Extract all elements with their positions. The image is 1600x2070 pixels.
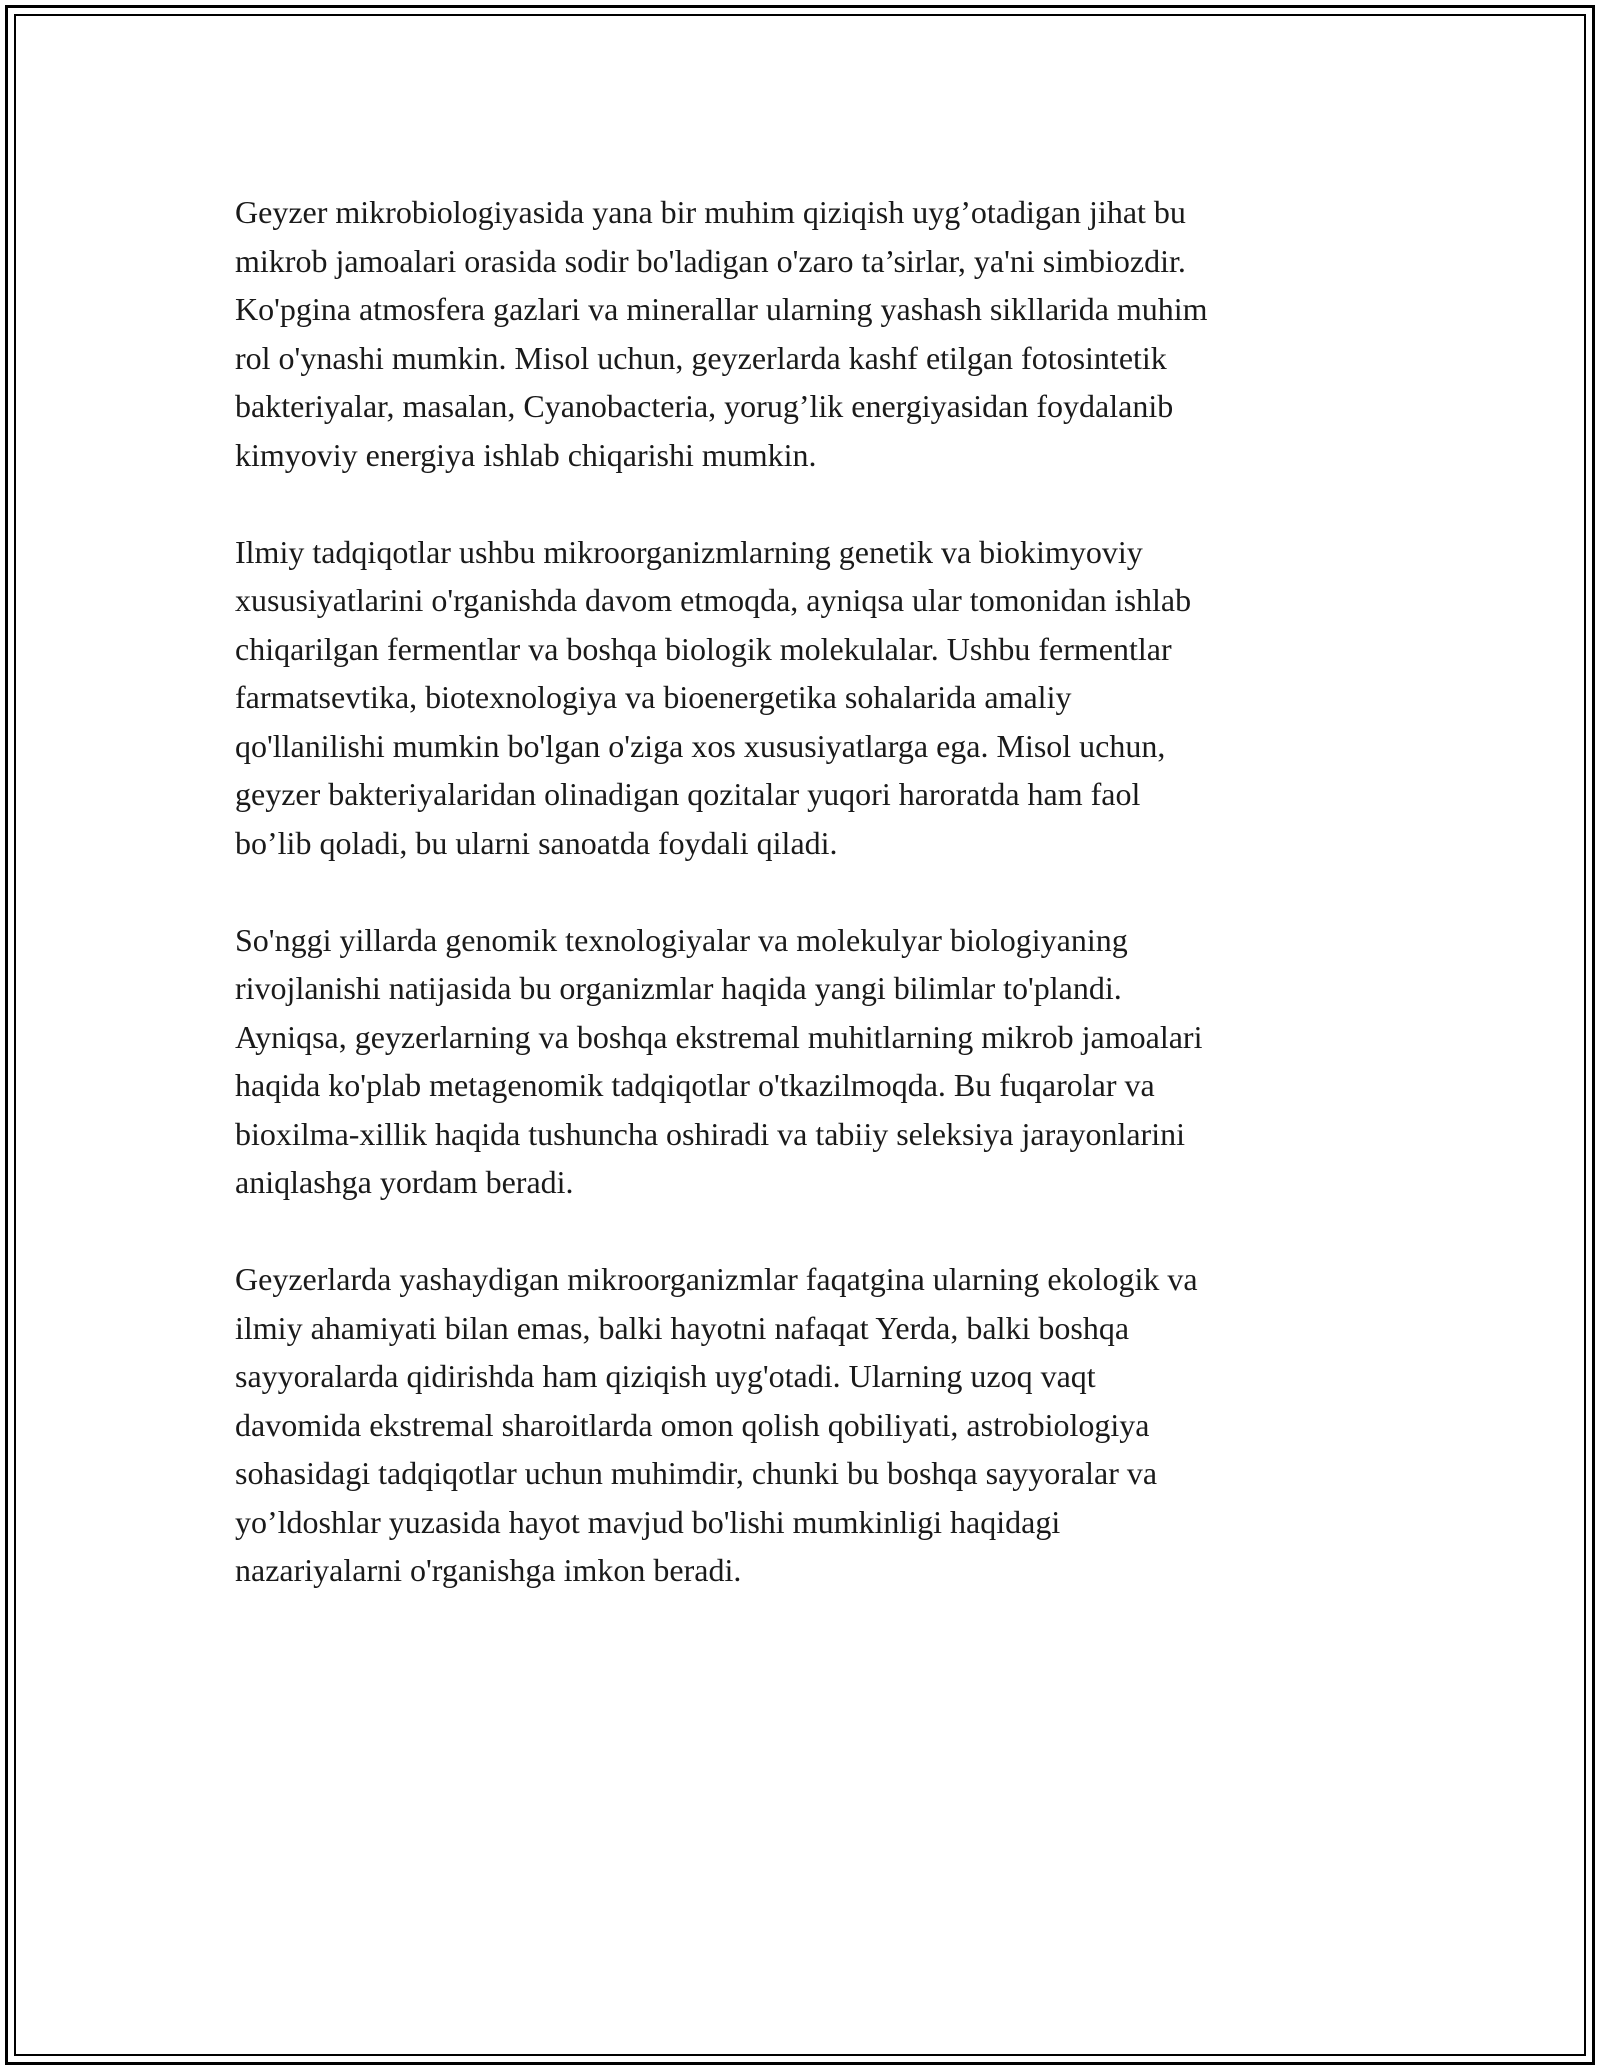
paragraph-line: nazariyalarni o'rganishga imkon beradi. [235, 1552, 742, 1588]
paragraph-line: farmatsevtika, biotexnologiya va bioenergetika sohalarida amaliy [235, 679, 1072, 715]
paragraph-line: bioxilma-xillik haqida tushuncha oshiradi va tabiiy seleksiya jarayonlarini [235, 1115, 1185, 1152]
paragraph-line: rivojlanishi natijasida bu organizmlar haqida yangi bilimlar to'plandi. [235, 970, 1122, 1006]
paragraph-line: chiqarilgan fermentlar va boshqa biologik molekulalar. Ushbu fermentlar [235, 630, 1172, 667]
paragraph-line: Geyzerlarda yashaydigan mikroorganizmlar faqatgina ularning ekologik va [235, 1261, 1198, 1297]
paragraph-line: So'nggi yillarda genomik texnologiyalar va molekulyar biologiyaning [235, 921, 1128, 958]
paragraph-line: Ilmiy tadqiqotlar ushbu mikroorganizmlarning genetik va biokimyoviy [235, 533, 1143, 570]
paragraph-line: aniqlashga yordam beradi. [235, 1164, 574, 1200]
paragraph-line: mikrob jamoalari orasida sodir bo'ladigan o'zaro ta’sirlar, ya'ni simbiozdir. [235, 242, 1186, 279]
paragraph-line: yo’ldoshlar yuzasida hayot mavjud bo'lishi mumkinligi haqidagi [235, 1503, 1061, 1540]
paragraph-line: kimyoviy energiya ishlab chiqarishi mumkin. [235, 436, 817, 473]
paragraph-3 [235, 916, 1365, 1207]
paragraph-line: bo’lib qoladi, bu ularni sanoatda foydali qiladi. [235, 824, 838, 861]
paragraph-line: haqida ko'plab metagenomik tadqiqotlar o'tkazilmoqda. Bu fuqarolar va [235, 1067, 1155, 1103]
paragraph-line: qo'llanilishi mumkin bo'lgan o'ziga xos xususiyatlarga ega. Misol uchun, [235, 727, 1166, 764]
paragraph-1 [235, 188, 1365, 479]
paragraph-line: Geyzer mikrobiologiyasida yana bir muhim qiziqish uyg’otadigan jihat bu [235, 194, 1186, 230]
paragraph-line: xususiyatlarini o'rganishda davom etmoqda, ayniqsa ular tomonidan ishlab [235, 582, 1192, 618]
paragraph-line: sohasidagi tadqiqotlar uchun muhimdir, chunki bu boshqa sayyoralar va [235, 1455, 1158, 1491]
paragraph-line: ilmiy ahamiyati bilan emas, balki hayotni nafaqat Yerda, balki boshqa [235, 1309, 1130, 1346]
paragraph-line: davomida ekstremal sharoitlarda omon qolish qobiliyati, astrobiologiya [235, 1406, 1150, 1443]
paragraph-line: sayyoralarda qidirishda ham qiziqish uyg'otadi. Ularning uzoq vaqt [235, 1358, 1096, 1394]
paragraph-line: geyzer bakteriyalaridan olinadigan qozitalar yuqori haroratda ham faol [235, 776, 1141, 812]
paragraph-2 [235, 528, 1365, 868]
paragraph-line: bakteriyalar, masalan, Cyanobacteria, yorug’lik energiyasidan foydalanib [235, 388, 1174, 424]
paragraph-line: rol o'ynashi mumkin. Misol uchun, geyzerlarda kashf etilgan fotosintetik [235, 339, 1167, 376]
paragraph-4 [235, 1255, 1365, 1595]
paragraph-line: Ayniqsa, geyzerlarning va boshqa ekstremal muhitlarning mikrob jamoalari [235, 1018, 1203, 1055]
paragraph-line: Ko'pgina atmosfera gazlari va minerallar ularning yashash sikllarida muhim [235, 291, 1208, 327]
document-body [235, 188, 1365, 1643]
